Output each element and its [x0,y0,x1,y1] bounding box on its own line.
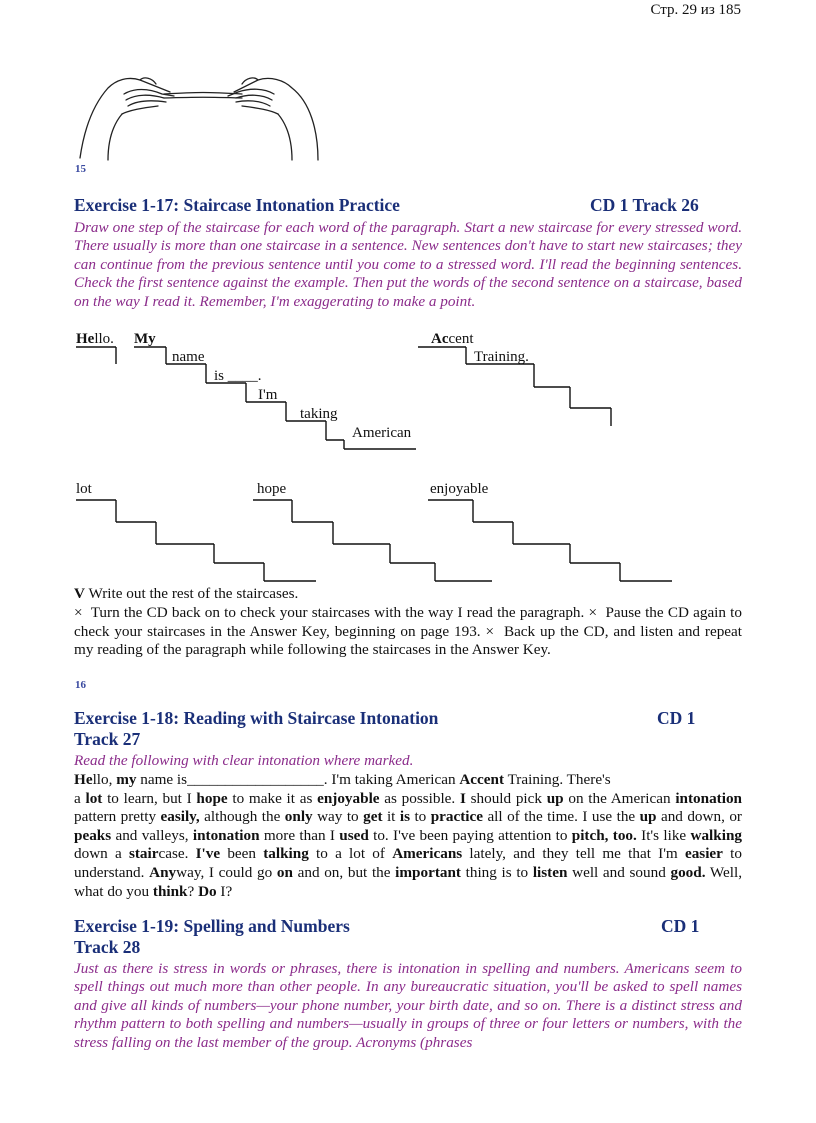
cd-track-label: CD 1 Track 26 [590,195,699,215]
track-label: Track 28 [74,937,141,957]
staircase-3 [76,500,316,581]
page-counter: Стр. 29 из 185 [650,2,741,18]
write-out-line [74,585,742,604]
step-bullet: × [588,604,598,621]
staircase-word-is: is ____. [214,368,262,384]
step-text: Turn the CD back on to check your staircases with the way I read the paragraph. [90,604,585,621]
steps-paragraph [74,604,742,660]
staircase-word-american: American [352,425,412,441]
step-bullet: × [74,604,83,621]
exercise-instructions: Read the following with clear intonation where marked. [74,752,414,769]
staircase-word-my: My [134,331,156,347]
step-text: Back up the CD, and listen and repeat my reading of the paragraph while following the staircases in the Answer Key. [74,622,743,659]
step-text: Pause the CD again to check your staircases in the Answer Key, beginning on page 193. [74,604,742,640]
exercise-title: Exercise 1-19: Spelling and Numbers [74,916,350,936]
hands-rubber-band-illustration [78,70,328,162]
staircase-word-hope: hope [257,481,287,497]
exercise-instructions: Just as there is stress in words or phrases, there is intonation in spelling and numbers. Americans seem to spell things out much more than other people. In any bureaucratic situation, you'll be asked to spell names and give all kinds of numbers—your phone number, your birth date, and so on. There is a distinct stress and rhythm pattern to both spelling and numbers—usually in groups of three or four letters or numbers, with the stress falling on the last member of the group. Acronyms (phrases [74,960,742,1051]
staircase-4 [253,500,492,581]
exercise-1-19-heading [74,916,742,958]
step-bullet: × [485,622,495,640]
staircase-word-taking: taking [300,406,338,422]
staircase-diagram [70,326,690,591]
exercise-title: Exercise 1-17: Staircase Intonation Practice [74,195,400,215]
staircase-word-hello: Hello. [76,331,114,347]
staircase-word-name: name [172,349,205,365]
write-out-text: Write out the rest of the staircases. [88,585,299,602]
staircase-word-enjoyable: enjoyable [430,481,489,497]
staircase-word-im: I'm [258,387,278,403]
figure-number: 15 [75,163,86,175]
staircase-word-lot: lot [76,481,92,497]
figure-number: 16 [75,679,86,691]
bullet-v: V [74,585,85,602]
exercise-title: Exercise 1-18: Reading with Staircase Intonation [74,708,439,728]
exercise-1-17-heading [74,195,742,216]
staircase-word-training: Training. [474,349,529,365]
exercise-instructions: Draw one step of the staircase for each word of the paragraph. Start a new staircase for every stressed word. There usually is more than one staircase in a sentence. New sentences don't have to start new staircases; they can continue from the previous sentence until you come to a stressed word. I'll read the beginning sentences. Check the first sentence against the example. Then put the words of the second sentence on a staircase, based on the way I read it. Remember, I'm exaggerating to make a point. [74,219,742,310]
reading-passage: Hello, my name is__________________. I'm taking American Accent Training. There's a lot to learn, but I hope to make it as enjoyable as possible. I should pick up on the American intonation pattern pretty easily, although the only way to get it is to practice all of the time. I use the up and down, or peaks and valleys, intonation more than I used to. I've been paying attention to pitch, too. It's like walking down a staircase. I've been talking to a lot of Americans lately, and they tell me that I'm easier to understand. Anyway, I could go on and on, but the important thing is to listen well and sound good. Well, what do you think? Do I? [74,771,743,900]
exercise-1-18-heading [74,708,742,750]
cd-label: CD 1 [657,708,696,728]
staircase-5 [428,500,672,581]
staircase-word-accent: Accent [431,331,474,347]
track-label: Track 27 [74,729,141,749]
cd-label: CD 1 [661,916,700,936]
